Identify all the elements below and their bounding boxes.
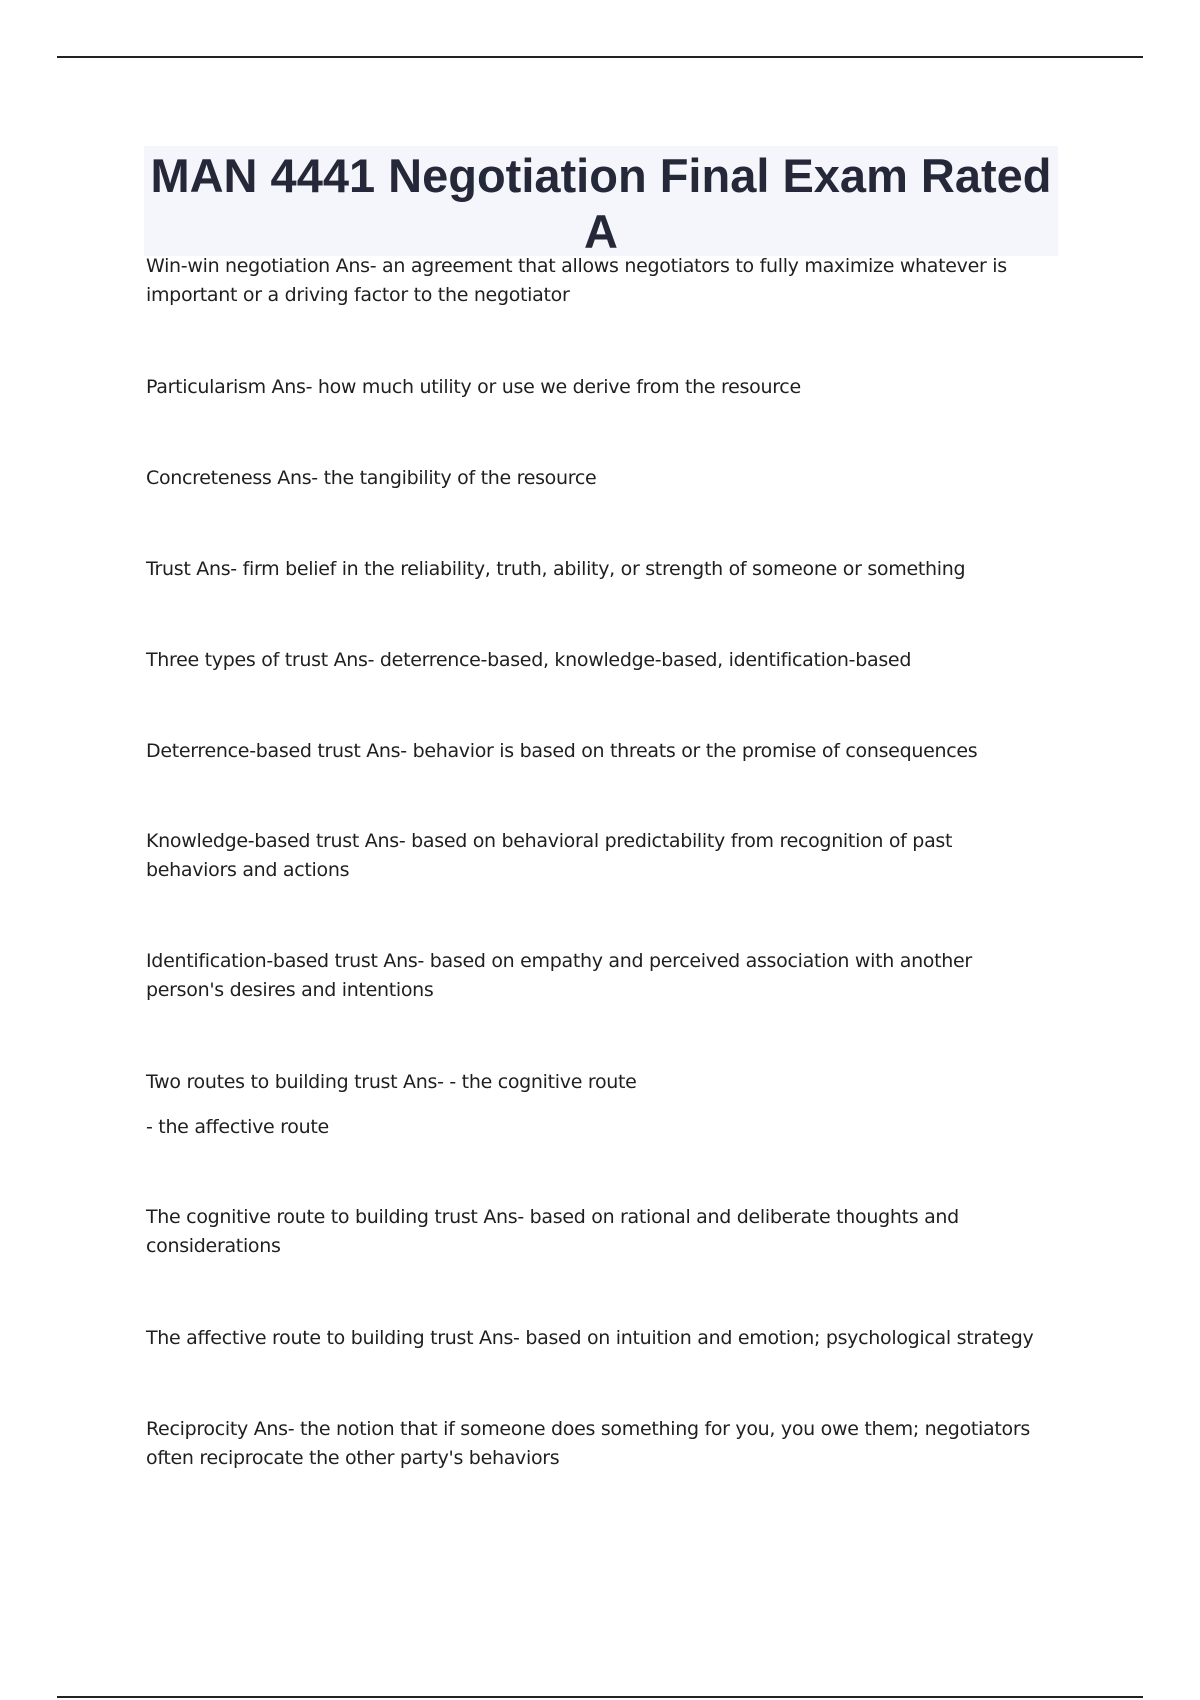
entry-text: Deterrence-based trust Ans- behavior is based on threats or the promise of consequences [146,740,978,762]
entry-text: Concreteness Ans- the tangibility of the resource [146,467,597,489]
entry-text: The cognitive route to building trust Ans- based on rational and deliberate thoughts and considerations [146,1206,959,1257]
entry-reciprocity [146,1415,1046,1473]
entry-text: Identification-based trust Ans- based on empathy and perceived association with another person's desires and intentions [146,950,972,1001]
entry-affective-route [146,1324,1033,1353]
entry-trust [146,555,965,584]
entry-text: Win-win negotiation Ans- an agreement that allows negotiators to fully maximize whatever is important or a driving factor to the negotiator [146,255,1007,306]
entry-concreteness [146,464,596,493]
entry-particularism [146,373,801,402]
title-banner [144,146,1058,256]
bottom-divider [57,1696,1143,1698]
entry-text: Reciprocity Ans- the notion that if someone does something for you, you owe them; negotiators often reciprocate the other party's behaviors [146,1418,1030,1469]
entry-win-win-negotiation [146,252,1046,310]
entry-knowledge-based-trust [146,827,1046,885]
entry-two-routes-to-building-trust [146,1068,637,1142]
entry-text: Knowledge-based trust Ans- based on behavioral predictability from recognition of past behaviors and actions [146,830,953,881]
entry-text: The affective route to building trust Ans- based on intuition and emotion; psychological strategy [146,1327,1034,1349]
entry-cognitive-route [146,1203,1046,1261]
entry-text: Three types of trust Ans- deterrence-based, knowledge-based, identification-based [146,649,912,671]
entry-text: Particularism Ans- how much utility or use we derive from the resource [146,376,801,398]
entry-text: Two routes to building trust Ans- - the cognitive route [146,1071,637,1093]
entry-text: - the affective route [146,1116,329,1138]
entry-deterrence-based-trust [146,737,977,766]
top-divider [57,56,1143,58]
entry-identification-based-trust [146,947,1046,1005]
entry-three-types-of-trust [146,646,911,675]
entry-text: Trust Ans- firm belief in the reliability, truth, ability, or strength of someone or something [146,558,966,580]
document-title: MAN 4441 Negotiation Final Exam Rated A [150,149,1052,258]
